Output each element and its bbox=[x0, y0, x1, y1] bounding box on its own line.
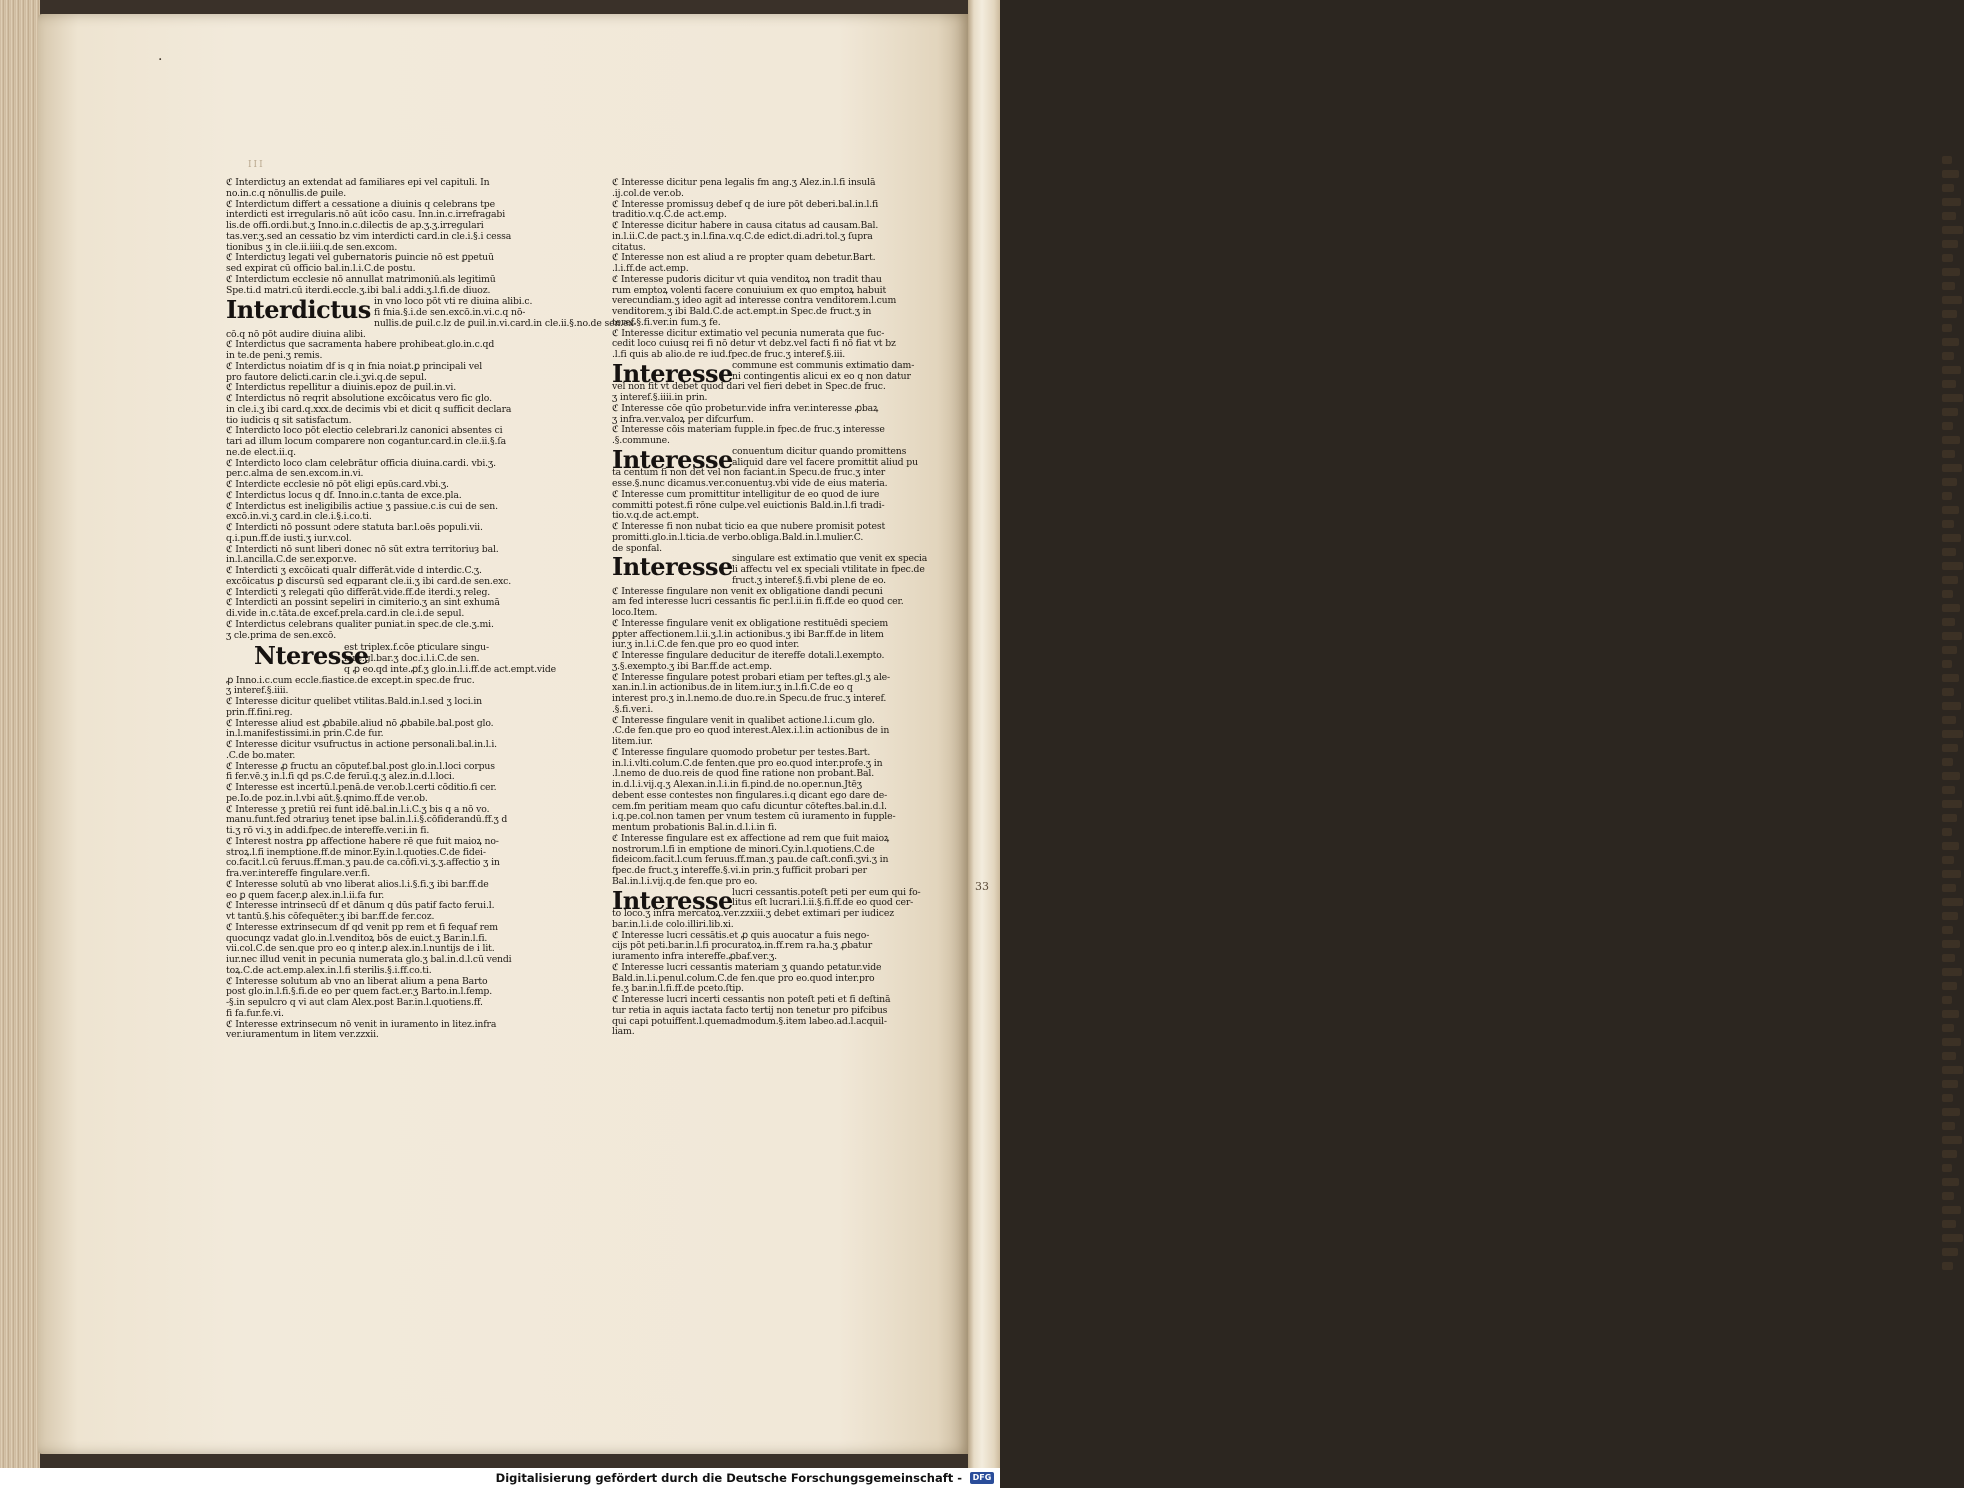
text-line: ℭ Interdicti ʒ excōicati qualr differāt.vide d interdic.C.ʒ. bbox=[226, 565, 482, 576]
bleed-line bbox=[1942, 226, 1963, 234]
text-line: in.l.ancilla.C.de ser.expor.ve. bbox=[226, 554, 357, 566]
text-line: liam. bbox=[612, 1026, 635, 1038]
text-line: ℭ Interdicto loco clam celebrātur officia diuina.cardi. vbi.ʒ. bbox=[226, 457, 496, 469]
text-line: traditio.v.q.C.de act.emp. bbox=[612, 209, 727, 221]
text-line: to loco.ʒ infra mercatoꝝ.ver.zzxiii.ʒ debet extimari per iudicez bbox=[612, 908, 894, 919]
bleed-line bbox=[1942, 968, 1962, 976]
text-line: singulare est extimatio que venit ex specia bbox=[732, 553, 928, 565]
text-line: xan.in.l.in actionibus.de in litem.iur.ʒ in.l.fi.C.de eo q bbox=[612, 682, 853, 694]
bleed-line bbox=[1942, 1248, 1958, 1256]
bleed-line bbox=[1942, 1038, 1961, 1046]
bleed-line bbox=[1942, 730, 1963, 738]
text-line: venditorem.ʒ ibi Bald.C.de act.empt.in Spec.de fruct.ʒ in bbox=[612, 306, 872, 317]
bleed-line bbox=[1942, 492, 1952, 500]
text-line: per.c.alma de sen.excom.in.vi. bbox=[226, 468, 364, 480]
bleed-line bbox=[1942, 1024, 1954, 1032]
text-line: interdicti est irregularis.nō aūt icōo casu. Inn.in.c.irrefragabi bbox=[226, 209, 506, 221]
text-line: ℭ Interesse extrinsecum df qd venit pp rem et fi fequaf rem bbox=[226, 921, 498, 933]
text-line: ʒ.§.exempto.ʒ ibi Bar.ff.de act.emp. bbox=[612, 660, 772, 672]
bleed-line bbox=[1942, 1010, 1959, 1018]
text-line: co.facit.l.cū feruus.ff.man.ʒ pau.de ca.cōfi.vi.ʒ.ʒ.affectio ʒ in bbox=[226, 857, 500, 869]
bleed-line bbox=[1942, 394, 1963, 402]
text-line: de sponfal. bbox=[612, 542, 662, 554]
text-line: ℭ Interdictus locus q df. Inno.in.c.tanta de exce.pla. bbox=[226, 489, 462, 501]
text-line: iuramento infra intereffe.ꝓbaf.ver.ʒ. bbox=[612, 951, 777, 962]
text-line: pro fautore delicti.car.in cle.i.ʒvi.q.de sepul. bbox=[226, 371, 427, 383]
bleed-line bbox=[1942, 338, 1959, 346]
text-line: tas.ver.ʒ.sed an cessatio bz vim interdicti card.in cle.i.§.i cessa bbox=[226, 230, 512, 242]
lemma-heading: Nteresse bbox=[254, 641, 369, 671]
text-line: ℭ Interesse cōis materiam fupple.in fpec.de fruc.ʒ interesse bbox=[612, 424, 885, 436]
text-line: promitti.glo.in.l.ticia.de verbo.obliga.Bald.in.l.mulier.C. bbox=[612, 531, 864, 543]
text-line: .C.de fen.que pro eo quod interest.Alex.i.l.in actionibus de in bbox=[612, 725, 890, 737]
bleed-line bbox=[1942, 1262, 1953, 1270]
text-line: ʒ cle.prima de sen.excō. bbox=[226, 629, 337, 641]
text-line: vt tantū.§.his cōfequēter.ʒ ibi bar.ff.de fer.coz. bbox=[226, 911, 435, 922]
bleed-line bbox=[1942, 436, 1960, 444]
lemma-heading: Interdictus bbox=[226, 295, 371, 325]
text-line: ℭ Interest nostra ꝑp affectione habere rē que fuit maioꝝ no- bbox=[226, 835, 499, 847]
bleed-line bbox=[1942, 534, 1961, 542]
text-line: Bal.in.l.i.vij.q.de fen.que pro eo. bbox=[612, 875, 758, 887]
text-line: est triplex.f.cōe ꝑticulare singu- bbox=[344, 642, 490, 654]
bleed-line bbox=[1942, 940, 1960, 948]
bleed-line bbox=[1942, 366, 1961, 374]
text-line: ℭ Interesse fingulare potest probari etiam per teftes.gl.ʒ ale- bbox=[612, 671, 891, 683]
bleed-line bbox=[1942, 296, 1962, 304]
next-page-bleed-text bbox=[1942, 150, 1964, 1300]
text-line: ℭ Interdictus noiatim df is q in fnia noiat.ꝑ principali vel bbox=[226, 360, 483, 372]
text-line: ʒ interef.§.iiii. bbox=[226, 685, 289, 697]
text-line: vii.col.C.de sen.que pro eo q inter.ꝑ alex.in.l.nuntijs de i lit. bbox=[226, 943, 495, 955]
text-line: di.vide in.c.tāta.de excef.prela.card.in cle.i.de sepul. bbox=[226, 608, 465, 619]
bleed-line bbox=[1942, 450, 1955, 458]
text-line: ℭ Interdictum differt a cessatione a diuinis q celebrans tpe bbox=[226, 198, 495, 210]
text-line: in.d.l.i.vij.q.ʒ Alexan.in.l.i.in fi.pind.de no.oper.nun.Jtēʒ bbox=[612, 779, 862, 790]
folio-mark: · bbox=[158, 52, 163, 68]
bleed-line bbox=[1942, 912, 1958, 920]
text-line: ℭ Interesse pudoris dicitur vt quia venditoꝝ non tradit thau bbox=[612, 273, 882, 285]
text-line: post glo.in.l.fi.§.fi.de eo per quem fact.er.ʒ Barto.in.l.femp. bbox=[226, 986, 493, 998]
bleed-line bbox=[1942, 772, 1960, 780]
right-page-edge bbox=[968, 0, 1000, 1468]
text-line: ℭ Interesse solutū ab vno liberat alios.l.i.§.fi.ʒ ibi bar.ff.de bbox=[226, 878, 489, 890]
text-line: ℭ Interesse promissuȝ debef q de iure pōt deberi.bal.in.l.fi bbox=[612, 198, 879, 210]
bleed-line bbox=[1942, 548, 1956, 556]
bleed-line bbox=[1942, 744, 1958, 752]
text-line: toꝝ.C.de act.emp.alex.in.l.fi sterilis.§.i.ff.co.ti. bbox=[226, 964, 432, 976]
entry-block bbox=[612, 468, 910, 554]
text-line: ℭ Interdictum ecclesie nō annullat matrimoniū.als legitimū bbox=[226, 273, 496, 285]
text-line: verecundiam.ʒ ideo agit ad interesse contra venditorem.l.cum bbox=[612, 295, 897, 307]
text-line: ℭ Interesse fingulare deducitur de itereffe dotali.l.exempto. bbox=[612, 650, 885, 661]
text-line: no.in.c.q nōnullis.de ꝑuile. bbox=[226, 187, 347, 199]
bleed-line bbox=[1942, 380, 1956, 388]
bleed-line bbox=[1942, 184, 1954, 192]
text-line: ℭ Interesse solutum ab vno an liberat alium a pena Barto bbox=[226, 975, 488, 987]
bleed-line bbox=[1942, 800, 1962, 808]
text-line: nostrorum.l.fi in emptione de minori.Cy.in.l.quotiens.C.de bbox=[612, 843, 875, 855]
text-line: ʒ interef.§.iiii.in prin. bbox=[612, 392, 708, 403]
text-line: excō.in.vi.ʒ card.in cle.i.§.i.co.ti. bbox=[226, 511, 372, 523]
text-line: conuentum dicitur quando promittens bbox=[732, 445, 907, 457]
text-line: lis.de offi.ordi.but.ʒ Inno.in.c.dilectis de ap.ʒ.ʒ.irregulari bbox=[226, 220, 484, 231]
bleed-line bbox=[1942, 254, 1953, 262]
text-line: fideicom.facit.l.cum feruus.ff.man.ʒ pau.de caſt.confi.ʒvi.ʒ in bbox=[612, 854, 889, 866]
bleed-line bbox=[1942, 1108, 1960, 1116]
text-line: aliquid dare vel facere promittit aliud pu bbox=[732, 456, 918, 468]
text-line: tio iudicis q sit satisfactum. bbox=[226, 414, 352, 426]
bleed-line bbox=[1942, 646, 1957, 654]
lemma-heading: Interesse bbox=[612, 444, 733, 474]
text-line: q.i.pun.ff.de iusti.ʒ iur.v.col. bbox=[226, 532, 352, 544]
text-line: ℭ Interesse fingulare venit ex obligatione restituēdi speciem bbox=[612, 617, 889, 629]
bleed-line bbox=[1942, 1136, 1962, 1144]
text-line: ℭ Interesse lucri incerti cessantis non poteſt peti et fi deſtinā bbox=[612, 994, 891, 1005]
bleed-line bbox=[1942, 324, 1952, 332]
bleed-line bbox=[1942, 1164, 1952, 1172]
text-line: commune est communis extimatio dam- bbox=[732, 359, 915, 371]
text-line: pe.Io.de poz.in.l.vbi aūt.§.qnimo.ff.de ver.ob. bbox=[226, 792, 428, 804]
text-line: .l.i.ff.de act.emp. bbox=[612, 263, 689, 274]
text-line: iur.ʒ in.l.i.C.de fen.que pro eo quod inter. bbox=[612, 639, 800, 651]
bleed-line bbox=[1942, 1052, 1956, 1060]
text-line: ℭ Interesse lucri cessantis materiam ʒ quando petatur.vide bbox=[612, 961, 882, 973]
text-line: .§.commune. bbox=[612, 435, 670, 446]
bleed-line bbox=[1942, 814, 1957, 822]
bleed-line bbox=[1942, 716, 1956, 724]
text-line: fi fnia.§.i.de sen.excō.in.vi.c.q nō- bbox=[374, 307, 526, 318]
text-line: nullis.de ꝑuil.c.lz de ꝑuil.in.vi.card.in cle.ii.§.no.de sen.ex- bbox=[374, 317, 637, 329]
bleed-line bbox=[1942, 954, 1955, 962]
text-line: mentum probationis Bal.in.d.l.i.in fi. bbox=[612, 822, 777, 833]
text-line: ℭ Interdicti an possint sepeliri in cimiterio.ʒ an sint exhumā bbox=[226, 597, 500, 609]
text-line: Spe.ti.d matri.cū iterdi.eccle.ʒ.ibi bal.i addi.ʒ.l.fi.de diuoz. bbox=[226, 284, 491, 296]
text-line: ℭ Interesse non est aliud a re propter quam debetur.Bart. bbox=[612, 252, 876, 264]
bleed-line bbox=[1942, 310, 1957, 318]
bleed-line bbox=[1942, 688, 1954, 696]
text-line: quocunqz vadat glo.in.l.venditoꝝ bōs de euict.ʒ Bar.in.l.fi. bbox=[226, 932, 488, 944]
right-text-column bbox=[612, 177, 928, 1038]
text-line: in.l.i.vlti.colum.C.de fenten.que pro eo.quod inter.profe.ʒ in bbox=[612, 757, 883, 769]
text-line: ℭ Interdictuȝ legati vel gubernatoris ꝑuincie nō est ꝑpetuū bbox=[226, 252, 494, 264]
bleed-line bbox=[1942, 786, 1955, 794]
bleed-line bbox=[1942, 1066, 1963, 1074]
text-line: litem.iur. bbox=[612, 736, 653, 747]
bleed-line bbox=[1942, 520, 1954, 528]
text-line: ℭ Interesse dicitur habere in causa citatus ad causam.Bal. bbox=[612, 220, 879, 231]
text-line: excōicatus ꝑ discursū sed eqparant cle.ii.ʒ ibi card.de sen.exc. bbox=[226, 575, 512, 587]
entry-block bbox=[612, 178, 910, 361]
text-line: ℭ Interesse ꝓ fructu an cōputef.bal.post glo.in.l.loci corpus bbox=[226, 760, 495, 772]
bleed-line bbox=[1942, 758, 1953, 766]
text-line: .l.fi quis ab alio.de re iud.fpec.de fruc.ʒ interef.§.iii. bbox=[612, 349, 846, 360]
entry-block bbox=[612, 909, 910, 1038]
text-line: eo ꝑ quem facer.ꝑ alex.in.l.ii.fa fur. bbox=[226, 889, 385, 901]
bleed-line bbox=[1942, 842, 1959, 850]
bleed-line bbox=[1942, 604, 1960, 612]
bleed-line bbox=[1942, 1122, 1955, 1130]
lemma-block bbox=[612, 552, 928, 586]
lemma-heading: Interesse bbox=[612, 885, 733, 915]
text-line: teref.§.fi.ver.in fum.ʒ fe. bbox=[612, 316, 721, 328]
text-line: ℭ Interesse dicitur pena legalis fm ang.ʒ Alez.in.l.fi insulā bbox=[612, 177, 876, 188]
text-line: tur retia in aquis iactata facto tertij non tenetur pro pifcibus bbox=[612, 1004, 888, 1016]
bleed-line bbox=[1942, 870, 1961, 878]
text-line: ℭ Interdictus nō reqrit absolutione excōicatus vero fic glo. bbox=[226, 393, 492, 404]
left-page-stack bbox=[0, 0, 40, 1468]
bleed-line bbox=[1942, 478, 1957, 486]
text-line: ne.de elect.ii.q. bbox=[226, 446, 296, 458]
lemma-heading: Interesse bbox=[612, 552, 733, 582]
text-line: ℭ Interesse fingulare est ex affectione ad rem que fuit maioꝝ bbox=[612, 832, 890, 844]
bleed-line bbox=[1942, 1192, 1954, 1200]
text-line: ℭ Interdicti nō sunt liberi donec nō sūt extra territoriuȝ bal. bbox=[226, 543, 499, 555]
text-line: ver.iuramentum in litem ver.zzxii. bbox=[226, 1029, 379, 1041]
digitization-caption bbox=[0, 1468, 1000, 1488]
bleed-line bbox=[1942, 660, 1952, 668]
text-line: stroꝝ.l.fi inemptione.ff.de minor.Ey.in.l.quoties.C.de fidei- bbox=[226, 846, 486, 858]
text-line: ℭ Interdictuȝ an extendat ad familiares epi vel capituli. In bbox=[226, 177, 490, 188]
bleed-line bbox=[1942, 198, 1961, 206]
text-line: cedit loco cuiusq rei fi nō detur vt debz.vel facti fi nō fiat vt bz bbox=[612, 338, 896, 350]
text-line: ℭ Interesse fi non nubat ticio ea que nubere promisit potest bbox=[612, 521, 886, 532]
text-line: q ꝓ eo.qd inte.ꝓf.ʒ glo.in.l.i.ff.de act.empt.vide bbox=[344, 663, 557, 675]
text-line: ℭ Interdicti ʒ relegati qūo differāt.vide.ff.de iterdi.ʒ releg. bbox=[226, 586, 491, 598]
bleed-line bbox=[1942, 828, 1952, 836]
bleed-line bbox=[1942, 632, 1962, 640]
bleed-line bbox=[1942, 926, 1953, 934]
text-line: loco.Item. bbox=[612, 607, 658, 618]
text-line: qui capi potuiffent.l.quemadmodum.§.item labeo.ad.l.acquil- bbox=[612, 1015, 887, 1027]
text-line: ta centum fi non det vel non faciant.in Specu.de fruc.ʒ inter bbox=[612, 467, 886, 479]
text-line: iur.nec illud venit in pecunia numerata glo.ʒ bal.in.d.l.cū vendi bbox=[226, 954, 512, 965]
text-line: in vno loco pōt vti re diuina alibi.c. bbox=[374, 296, 533, 308]
bleed-line bbox=[1942, 282, 1955, 290]
entry-block bbox=[226, 178, 518, 296]
text-line: ℭ Interesse ʒ pretiū rei funt idē.bal.in.l.i.C.ʒ bis q a nō vo. bbox=[226, 803, 490, 815]
text-line: ℭ Interdictus est ineligibilis actiue ʒ passiue.c.is cui de sen. bbox=[226, 500, 498, 512]
bleed-line bbox=[1942, 1220, 1956, 1228]
bleed-line bbox=[1942, 170, 1959, 178]
text-line: manu.funt.fed ɔtrariuȝ tenet ipse bal.in.l.i.§.cōfiderandū.ff.ʒ d bbox=[226, 814, 508, 826]
entry-block bbox=[226, 330, 518, 642]
text-line: ℭ Interdictus repellitur a diuinis.epoz de ꝑuil.in.vi. bbox=[226, 382, 457, 394]
text-line: .§.fi.ver.i. bbox=[612, 703, 654, 715]
text-line: esse.§.nunc dicamus.ver.conuentuȝ.vbi vide de eius materia. bbox=[612, 478, 888, 489]
text-line: cō.q nō pōt audire diuina alibi. bbox=[226, 328, 366, 340]
bleed-line bbox=[1942, 1178, 1959, 1186]
bleed-line bbox=[1942, 156, 1952, 164]
text-line: tio.v.q.de act.empt. bbox=[612, 510, 699, 522]
text-line: in cle.i.ʒ ibi card.q.xxx.de decimis vbi et dicit q sufficit declara bbox=[226, 403, 512, 415]
text-line: ℭ Interdictus celebrans qualiter puniat.in spec.de cle.ʒ.mi. bbox=[226, 618, 494, 630]
text-line: fruct.ʒ interef.§.fi.vbi plene de eo. bbox=[732, 574, 886, 586]
lemma-block bbox=[226, 641, 557, 675]
bleed-line bbox=[1942, 562, 1963, 570]
text-line: citatus. bbox=[612, 241, 646, 253]
text-line: vel non fit vt debet quod dari vel fieri debet in Spec.de fruc. bbox=[612, 381, 886, 393]
entry-block bbox=[612, 587, 910, 888]
bleed-line bbox=[1942, 590, 1953, 598]
text-line: tionibus ʒ in cle.ii.iiii.q.de sen.excom. bbox=[226, 241, 398, 253]
text-line: .ij.col.de ver.ob. bbox=[612, 187, 684, 199]
text-line: ℭ Interesse cōe qūo probetur.vide infra ver.interesse ꝓbaꝝ bbox=[612, 402, 879, 414]
text-line: ℭ Interesse dicitur vsufructus in actione personali.bal.in.l.i. bbox=[226, 739, 497, 750]
text-line: ℭ Interesse dicitur extimatio vel pecunia numerata que fuc- bbox=[612, 327, 885, 339]
text-line: interest pro.ʒ in.l.nemo.de duo.re.in Specu.de fruc.ʒ interef. bbox=[612, 693, 887, 704]
text-line: .C.de bo.mater. bbox=[226, 749, 296, 761]
text-line: debent esse contestes non fingulares.i.q dicant ego dare de- bbox=[612, 789, 888, 801]
text-line: ni contingentis alicui ex eo q non datur bbox=[732, 370, 911, 382]
text-line: lucri cessantis.poteſt peti per eum qui fo- bbox=[732, 886, 921, 898]
text-line: ꝑpter affectionem.l.ii.ʒ.l.in actionibus.ʒ ibi Bar.ff.de in litem bbox=[612, 628, 884, 640]
bleed-line bbox=[1942, 422, 1953, 430]
text-line: fra.ver.intereffe fingulare.ver.fi. bbox=[226, 868, 371, 879]
bleed-line bbox=[1942, 576, 1958, 584]
text-line: sed expirat cū officio bal.in.l.i.C.de postu. bbox=[226, 263, 416, 274]
bleed-line bbox=[1942, 674, 1959, 682]
text-line: fpec.de fruct.ʒ intereffe.§.vi.in prin.ʒ fufficit probari per bbox=[612, 865, 867, 876]
text-line: tari ad illum locum comparere non cogantur.card.in cle.ii.§.ſa bbox=[226, 436, 507, 447]
right-margin-number: 33 bbox=[975, 880, 989, 893]
text-line: fe.ʒ bar.in.l.fi.ff.de pceto.ſtip. bbox=[612, 983, 744, 995]
bleed-line bbox=[1942, 982, 1957, 990]
text-line: cem.fm peritiam meam quo cafu dicuntur cōteftes.bal.in.d.l. bbox=[612, 800, 887, 812]
bleed-line bbox=[1942, 898, 1963, 906]
text-line: cijs pōt peti.bar.in.l.fi procuratoꝝ.in.ff.rem ra.ha.ʒ ꝓbatur bbox=[612, 940, 872, 952]
text-line: ʒ infra.ver.valoꝝ per difcurfum. bbox=[612, 413, 754, 425]
text-line: ℭ Interesse est incertū.l.penā.de ver.ob.l.certi cōditio.fi cer. bbox=[226, 782, 497, 793]
entry-block bbox=[226, 676, 518, 1042]
text-line: bar.in.l.i.de colo.illiri.lib.xi. bbox=[612, 918, 734, 930]
text-line: ℭ Interdictus que sacramenta habere prohibeat.glo.in.c.qd bbox=[226, 339, 495, 351]
text-line: -§.in sepulcro q vi aut clam Alex.post Bar.in.l.quotiens.ff. bbox=[226, 997, 483, 1008]
text-line: in.l.manifestissimi.in prin.C.de fur. bbox=[226, 728, 384, 740]
bleed-line bbox=[1942, 702, 1961, 710]
bleed-line bbox=[1942, 1206, 1961, 1214]
bleed-line bbox=[1942, 1150, 1957, 1158]
text-line: ℭ Interdicto loco pōt electio celebrari.lz canonici absentes ci bbox=[226, 425, 503, 437]
text-line: am fed interesse lucri cessantis fic per.l.ii.in fi.ff.de eo quod cer. bbox=[612, 596, 904, 608]
bleed-line bbox=[1942, 856, 1954, 864]
bleed-line bbox=[1942, 352, 1954, 360]
bleed-line bbox=[1942, 212, 1956, 220]
text-line: rum emptoꝝ volenti facere conuiuium ex quo emptoꝝ habuit bbox=[612, 284, 887, 296]
lemma-block bbox=[226, 295, 637, 329]
text-line: ℭ Interesse lucri cessātis.et ꝓ quis auocatur a fuis nego- bbox=[612, 929, 870, 941]
bleed-line bbox=[1942, 506, 1959, 514]
text-line: ℭ Interesse aliud est ꝓbabile.aliud nō ꝓbabile.bal.post glo. bbox=[226, 717, 494, 729]
bleed-line bbox=[1942, 240, 1958, 248]
text-line: ℭ Interdicti nō possunt ɔdere statuta bar.l.oēs populi.vii. bbox=[226, 522, 483, 533]
text-line: Bald.in.l.i.penul.colum.C.de fen.que pro eo.quod inter.pro bbox=[612, 972, 875, 984]
caption-text: Digitalisierung gefördert durch die Deutsche Forschungsgemeinschaft - bbox=[495, 1471, 962, 1485]
text-line: fi fa.fur.fe.vi. bbox=[226, 1007, 284, 1019]
bleed-line bbox=[1942, 996, 1952, 1004]
entry-block bbox=[612, 382, 910, 447]
text-line: ℭ Interesse fingulare non venit ex obligatione dandi pecuni bbox=[612, 585, 883, 597]
text-line: lare.gl.bar.ʒ doc.i.l.i.C.de sen. bbox=[344, 653, 480, 664]
dfg-logo-icon: DFG bbox=[970, 1472, 994, 1484]
text-line: i.q.pe.col.non tamen per vnum testem cū iuramento in fupple- bbox=[612, 811, 896, 823]
bleed-line bbox=[1942, 618, 1955, 626]
bleed-line bbox=[1942, 1234, 1963, 1242]
text-line: committi potest.fi rōne culpe.vel euictionis Bald.in.l.fi tradi- bbox=[612, 499, 885, 511]
text-line: prin.ff.fini.reg. bbox=[226, 706, 293, 718]
text-line: ti.ʒ rō vi.ʒ in addi.fpec.de intereffe.ver.i.in fi. bbox=[226, 825, 430, 836]
text-line: ℭ Interdicte ecclesie nō pōt eligi epūs.card.vbi.ʒ. bbox=[226, 479, 449, 490]
text-line: fi fer.vē.ʒ in.l.fi qd ps.C.de feruī.q.ʒ alez.in.d.l.loci. bbox=[226, 771, 455, 783]
bleed-line bbox=[1942, 1094, 1953, 1102]
text-line: litus eſt lucrari.l.ii.§.fi.ff.de eo quod cer- bbox=[732, 897, 914, 909]
text-line: ℭ Interesse intrinsecū df et dānum q dūs patif facto ferui.l. bbox=[226, 900, 495, 912]
text-line: ℭ Interesse fingulare venit in qualibet actione.l.i.cum glo. bbox=[612, 714, 875, 726]
text-line: in te.de peni.ʒ remis. bbox=[226, 350, 323, 361]
text-line: ℭ Interesse fingulare quomodo probetur per testes.Bart. bbox=[612, 746, 871, 758]
text-line: ℭ Interesse dicitur quelibet vtilitas.Bald.in.l.sed ʒ loci.in bbox=[226, 696, 483, 707]
text-line: ꝓ Inno.i.c.cum eccle.fiastice.de except.in spec.de fruc. bbox=[226, 674, 475, 686]
bleed-line bbox=[1942, 464, 1962, 472]
bleed-line bbox=[1942, 408, 1958, 416]
bleed-line bbox=[1942, 268, 1960, 276]
text-line: in.l.ii.C.de pact.ʒ in.l.fina.v.q.C.de edict.di.adri.tol.ʒ ſupra bbox=[612, 230, 873, 242]
text-line: ℭ Interesse extrinsecum nō venit in iuramento in litez.infra bbox=[226, 1018, 497, 1030]
faint-top-mark: III bbox=[248, 160, 265, 170]
bleed-line bbox=[1942, 1080, 1958, 1088]
text-line: li affectu vel ex speciali vtilitate in fpec.de bbox=[732, 564, 925, 575]
bleed-line bbox=[1942, 884, 1956, 892]
text-line: ℭ Interesse cum promittitur intelligitur de eo quod de iure bbox=[612, 488, 880, 500]
lemma-heading: Interesse bbox=[612, 358, 733, 388]
text-line: .l.nemo de duo.reis de quod fine ratione non probant.Bal. bbox=[612, 768, 875, 780]
